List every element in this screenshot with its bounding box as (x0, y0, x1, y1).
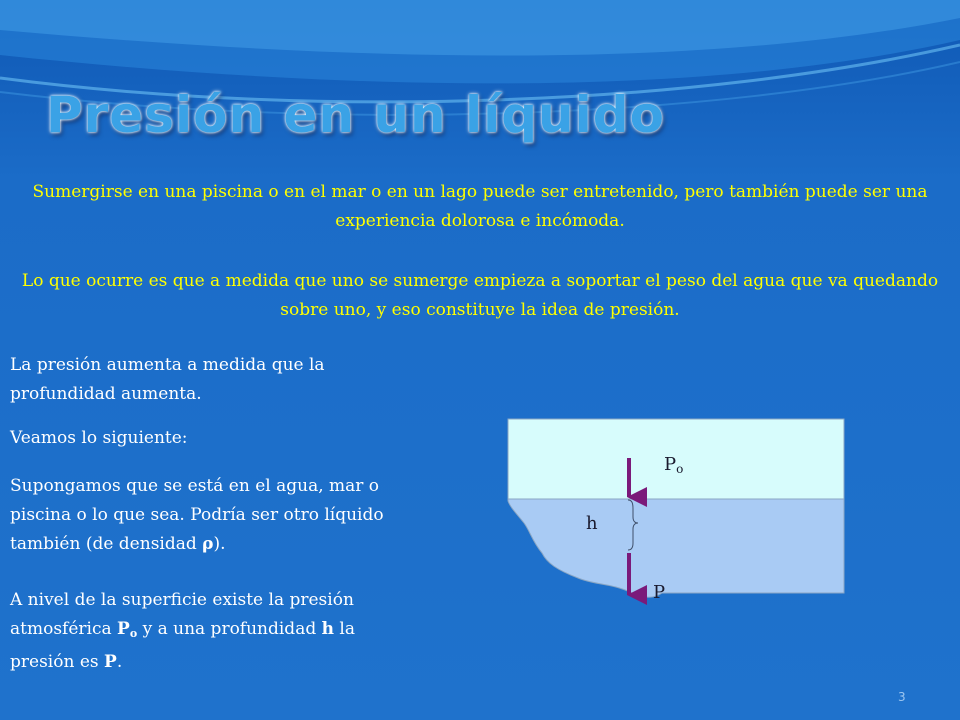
p-symbol: P (104, 652, 117, 672)
surface-text-1: A nivel de la superficie existe la presión atmosférica (10, 590, 354, 639)
slide-title: Presión en un líquido (46, 86, 665, 144)
h-label: h (586, 513, 598, 534)
water-region (508, 499, 844, 597)
suppose-text: Supongamos que se está en el agua, mar o piscina o lo que sea. Podría ser otro líquido también (de densidad (10, 476, 384, 554)
surface-pressure-paragraph (10, 586, 410, 677)
pressure-depth-statement: La presión aumenta a medida que la profundidad aumenta. (10, 355, 325, 404)
p-label: P (653, 582, 666, 603)
lets-see-text: Veamos lo siguiente: (10, 428, 188, 448)
p0-subscript: o (129, 627, 138, 640)
p0-base: P (117, 619, 130, 639)
surface-text-4: . (116, 652, 123, 672)
pressure-diagram (502, 413, 852, 653)
slide-number: 3 (898, 690, 906, 704)
suppose-paragraph (10, 472, 428, 559)
h-symbol: h (321, 619, 334, 639)
density-symbol: ρ (202, 534, 214, 554)
suppose-text-end: ). (213, 534, 226, 554)
p0-label: Po (664, 454, 684, 476)
explanation-paragraph: Lo que ocurre es que a medida que uno se sumerge empieza a soportar el peso del agua que va quedando sobre uno, y eso constituye la idea de presión. (21, 271, 939, 320)
surface-text-2: y a una profundidad (137, 619, 322, 639)
intro-paragraph: Sumergirse en una piscina o en el mar o en un lago puede ser entretenido, pero también puede ser una experiencia dolorosa e incómoda. (32, 182, 928, 231)
p0-symbol (117, 619, 137, 639)
surface-text-3: la presión es (10, 619, 355, 672)
